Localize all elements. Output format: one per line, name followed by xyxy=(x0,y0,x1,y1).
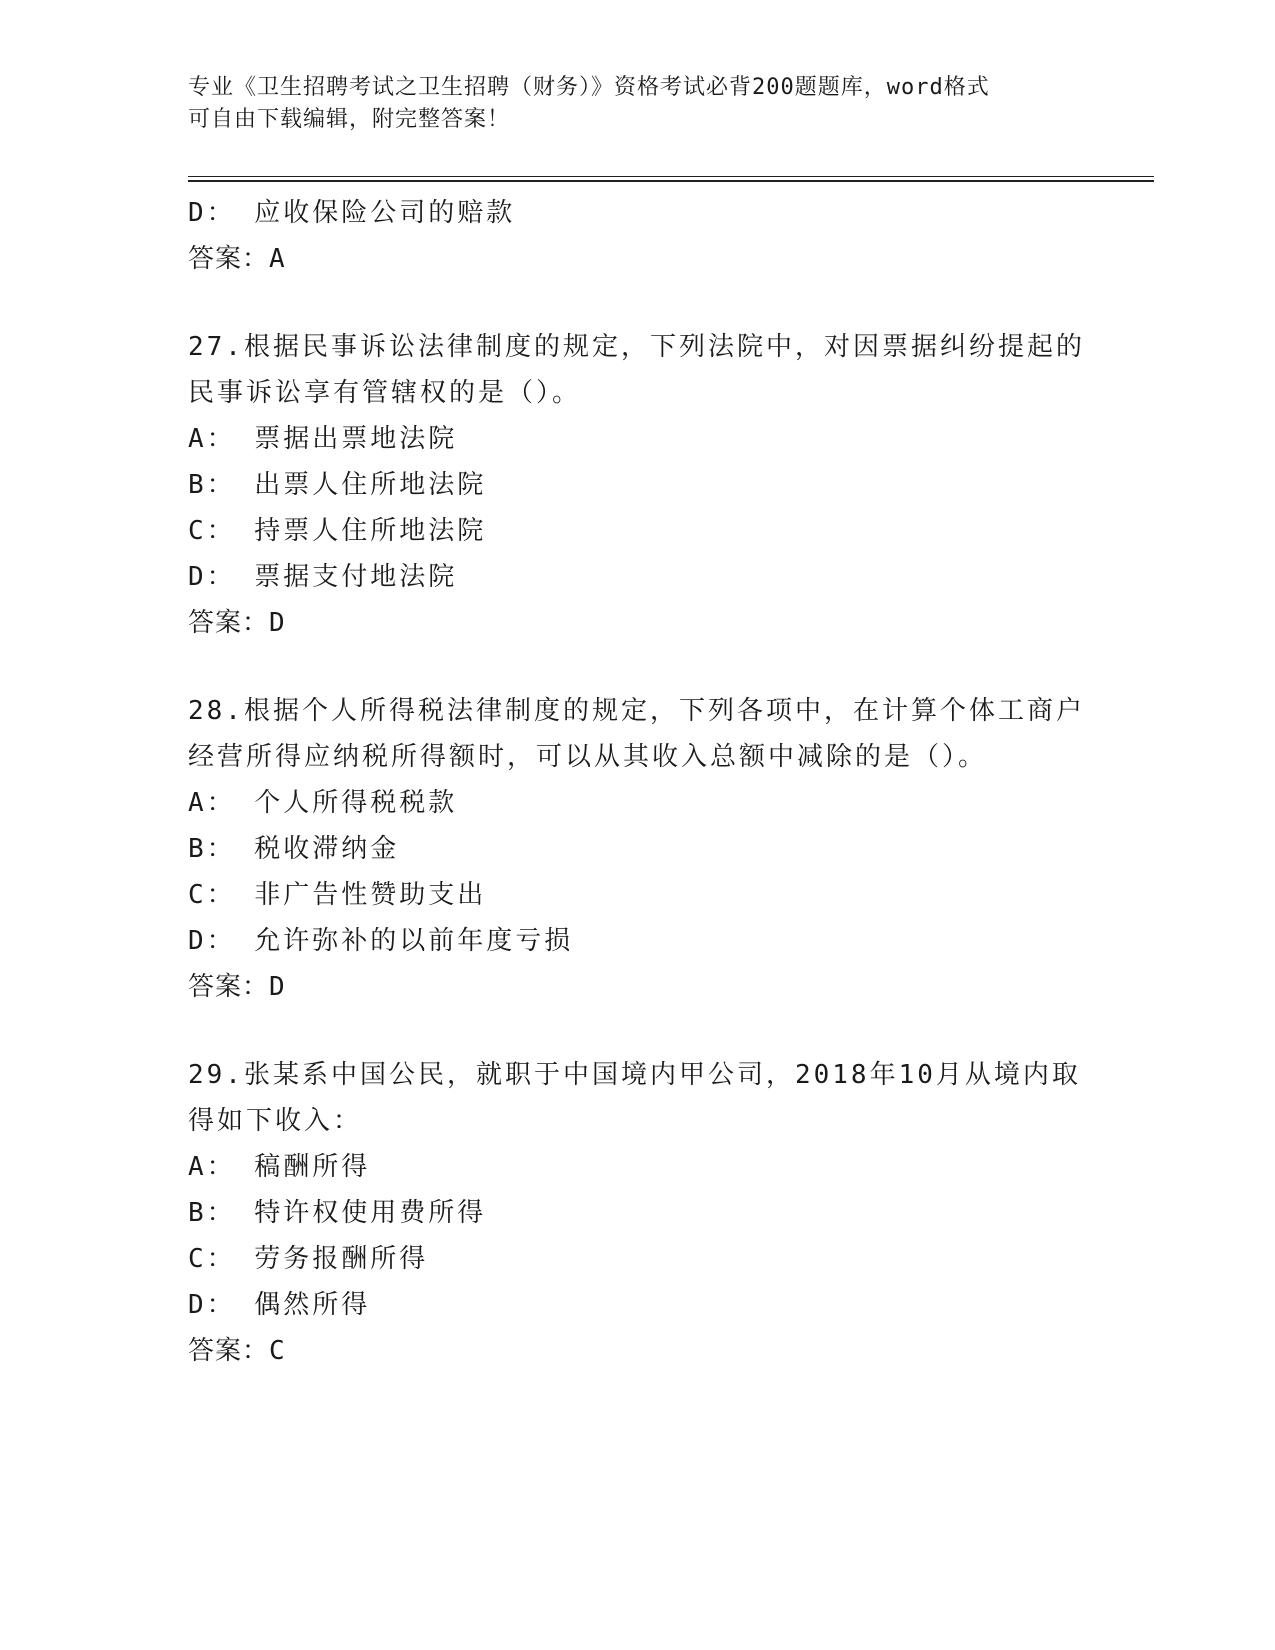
answer-value: D xyxy=(269,972,287,1002)
option-b: B： 出票人住所地法院 xyxy=(188,470,487,500)
header-title-line-1: 专业《卫生招聘考试之卫生招聘（财务）》资格考试必背200题题库，word格式 xyxy=(188,75,990,100)
option-b: B： 税收滞纳金 xyxy=(188,834,400,864)
answer-label: 答案： xyxy=(188,972,270,1002)
option-c: C： 劳务报酬所得 xyxy=(188,1244,429,1274)
answer-label: 答案： xyxy=(188,608,270,638)
question-29 xyxy=(188,1052,1088,1374)
option-c: C： 持票人住所地法院 xyxy=(188,516,487,546)
question-stem-line: 得如下收入： xyxy=(188,1106,363,1136)
question-stem-line: 28.根据个人所得税法律制度的规定，下列各项中，在计算个体工商户 xyxy=(188,696,1085,726)
answer-label: 答案： xyxy=(188,244,270,274)
question-27 xyxy=(188,324,1088,646)
option-d: D： 允许弥补的以前年度亏损 xyxy=(188,926,574,956)
answer-value: A xyxy=(269,244,287,274)
question-stem-line: 27.根据民事诉讼法律制度的规定，下列法院中，对因票据纠纷提起的 xyxy=(188,332,1085,362)
question-stem-line: 经营所得应纳税所得额时，可以从其收入总额中减除的是（）。 xyxy=(188,742,988,772)
answer-line xyxy=(188,600,1088,646)
carryover-question-tail xyxy=(188,190,1088,282)
answer-value: C xyxy=(269,1336,287,1366)
question-content xyxy=(188,190,1088,1374)
option-d: D： 应收保险公司的赔款 xyxy=(188,198,516,228)
option-d: D： 票据支付地法院 xyxy=(188,562,458,592)
option-d: D： 偶然所得 xyxy=(188,1290,371,1320)
question-stem-line: 29.张某系中国公民，就职于中国境内甲公司，2018年10月从境内取 xyxy=(188,1060,1081,1090)
option-b: B： 特许权使用费所得 xyxy=(188,1198,487,1228)
page-header xyxy=(188,72,1088,136)
header-title-line-2: 可自由下载编辑，附完整答案！ xyxy=(188,107,511,132)
question-28 xyxy=(188,688,1088,1010)
answer-line xyxy=(188,1328,1088,1374)
answer-line xyxy=(188,236,1088,282)
header-divider xyxy=(188,176,1154,182)
option-a: A： 票据出票地法院 xyxy=(188,424,458,454)
option-a: A： 个人所得税税款 xyxy=(188,788,458,818)
option-c: C： 非广告性赞助支出 xyxy=(188,880,487,910)
option-a: A： 稿酬所得 xyxy=(188,1152,371,1182)
answer-label: 答案： xyxy=(188,1336,270,1366)
answer-value: D xyxy=(269,608,287,638)
question-stem-line: 民事诉讼享有管辖权的是（）。 xyxy=(188,378,582,408)
answer-line xyxy=(188,964,1088,1010)
